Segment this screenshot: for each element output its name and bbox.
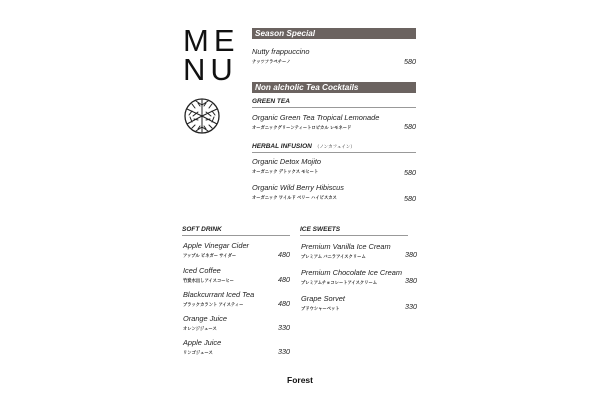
menu-item-nutty-frappuccino [252, 47, 416, 65]
item-name-en: Grape Sorvet [301, 294, 345, 303]
menu-item-blackcurrant-iced-tea [183, 290, 290, 308]
ice-sweets-header: ICE SWEETS [300, 226, 408, 236]
item-price: 580 [404, 194, 416, 203]
item-name-jp: リンゴジュース [183, 350, 213, 355]
item-price: 380 [405, 276, 417, 285]
item-price: 480 [278, 299, 290, 308]
item-name-en: Orange Juice [183, 314, 227, 323]
menu-item-orange-juice [183, 314, 290, 332]
menu-logo [183, 23, 243, 87]
item-name-jp: オーガニックグリーンティートロピカル レモネード [252, 125, 352, 130]
herbal-infusion-note: （ノンカフェイン） [314, 144, 355, 149]
item-name-jp: プレミアムチョコレートアイスクリーム [301, 280, 378, 285]
menu-item-chocolate-ice-cream [301, 268, 417, 286]
item-price: 580 [404, 57, 416, 66]
item-name-en: Premium Vanilla Ice Cream [301, 242, 391, 251]
menu-title-line2: NU [183, 52, 238, 87]
item-name-en: Organic Wild Berry Hibiscus [252, 183, 344, 192]
item-price: 380 [405, 250, 417, 259]
item-price: 480 [278, 250, 290, 259]
item-name-jp: オーガニック デトックス モヒート [252, 169, 319, 174]
menu-item-apple-vinegar-cider [183, 241, 290, 259]
menu-item-wild-berry-hibiscus [252, 183, 416, 201]
menu-item-vanilla-ice-cream [301, 242, 417, 260]
item-price: 480 [278, 275, 290, 284]
item-name-jp: プレミアム バニラアイスクリーム [301, 254, 366, 259]
item-name-jp: アップル ビネガー サイダー [183, 253, 237, 258]
item-price: 330 [278, 323, 290, 332]
item-name-jp: ブドウシャーベット [301, 306, 340, 311]
brand-name: Forest [287, 375, 313, 385]
soft-drink-header: SOFT DRINK [182, 226, 290, 236]
item-name-jp: ブラックカラント アイスティー [183, 302, 244, 307]
menu-title-line1: ME [183, 23, 240, 58]
tree-roots-icon [181, 96, 223, 141]
menu-item-iced-coffee [183, 266, 290, 284]
item-price: 580 [404, 168, 416, 177]
item-price: 330 [278, 347, 290, 356]
item-name-en: Nutty frappuccino [252, 47, 310, 56]
item-name-en: Organic Detox Mojito [252, 157, 322, 166]
menu-item-green-tea-lemonade [252, 113, 416, 131]
green-tea-label: GREEN TEA [252, 98, 290, 105]
item-name-en: Apple Juice [183, 338, 222, 347]
item-price: 330 [405, 302, 417, 311]
menu-item-apple-juice [183, 338, 290, 356]
item-name-jp: オーガニック ワイルド ベリー ハイビスカス [252, 195, 337, 200]
item-name-jp: オレンジジュース [183, 326, 217, 331]
item-name-en: Organic Green Tea Tropical Lemonade [252, 113, 380, 122]
item-name-en: Apple Vinegar Cider [183, 241, 250, 250]
item-name-jp: 竹炭水出しアイスコーヒー [183, 278, 234, 283]
item-name-en: Iced Coffee [183, 266, 221, 275]
non-alcoholic-header: Non alcholic Tea Cocktails [252, 82, 416, 93]
season-special-header: Season Special [252, 28, 416, 39]
item-price: 580 [404, 122, 416, 131]
herbal-infusion-label: HERBAL INFUSION [252, 143, 312, 150]
green-tea-subheader [252, 98, 416, 108]
menu-item-grape-sorvet [301, 294, 417, 312]
herbal-infusion-subheader [252, 143, 416, 153]
item-name-en: Premium Chocolate Ice Cream [301, 268, 403, 277]
item-name-en: Blackcurrant Iced Tea [183, 290, 255, 299]
item-name-jp: ナッツフラペチーノ [252, 59, 291, 64]
menu-item-detox-mojito [252, 157, 416, 175]
